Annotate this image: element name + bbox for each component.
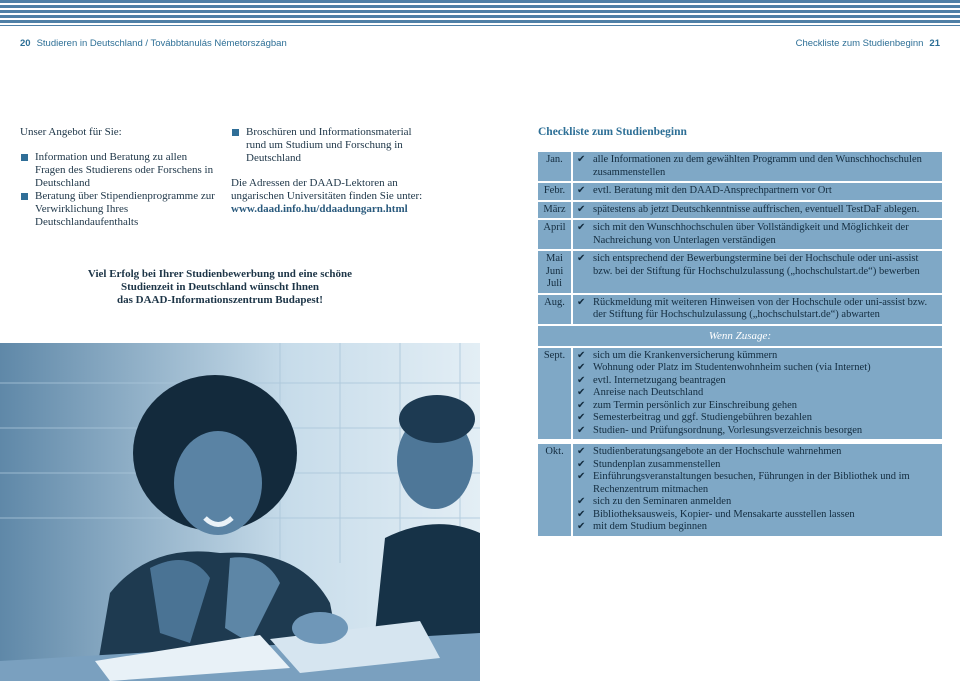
checklist-item [577,154,939,179]
checklist-row [538,295,942,324]
checkmark-icon: ✔ [577,458,586,470]
checklist-item-text: Studienberatungsangebote an der Hochschule wahrnehmen [593,446,842,457]
closing-line-1: Viel Erfolg bei Ihrer Studienbewerbung und eine schöne [87,268,353,280]
checkmark-icon: ✔ [577,412,586,423]
checklist-item [577,297,939,322]
offer-bullet-2: Beratung über Stipendienprogramme zur Verwirklichung Ihres Deutschlandaufenthalts [20,190,220,229]
checklist-row [538,183,942,200]
checklist-item-text: sich entsprechend der Bewerbungstermine bei der Hochschule oder uni-assist bzw. bei der Stiftung für Hochschulzulassung („hochschulstart.de“) bewerben [593,253,920,277]
checklist-row [538,220,942,249]
checkmark-icon: ✔ [577,203,586,215]
checklist-item [577,204,939,217]
daad-link[interactable]: www.daad.info.hu/ddaadungarn.html [231,203,408,215]
checklist-month: Jan. [538,152,571,181]
offer-column [20,126,220,229]
checkmark-icon: ✔ [577,446,586,457]
checklist-items [573,202,942,219]
checklist-item [577,471,939,496]
checklist-month: Sept. [538,348,571,440]
checkmark-icon: ✔ [577,387,586,398]
page-number-right: 21 [929,38,940,49]
checklist-item [577,425,939,438]
checkmark-icon: ✔ [577,154,586,165]
checklist-item-text: mit dem Studium beginnen [593,521,708,532]
header-stripes [0,0,960,26]
checklist-item-text: Stundenplan zusammenstellen [593,458,721,470]
addresses-text: Die Adressen der DAAD-Lektoren an ungarischen Universitäten finden Sie unter: [231,177,423,202]
checklist-table [538,152,942,538]
checklist-items [573,220,942,249]
checklist-item-text: sich um die Krankenversicherung kümmern [593,349,778,361]
checklist-item-text: zum Termin persönlich zur Einschreibung gehen [593,399,798,411]
checklist-items [573,251,942,293]
checklist-item-text: sich zu den Seminaren anmelden [593,496,732,507]
checkmark-icon: ✔ [577,362,586,373]
checklist-item-text: evtl. Beratung mit den DAAD-Ansprechpartnern vor Ort [593,185,832,196]
students-photo-illustration [0,343,480,681]
checklist-item [577,387,939,400]
checklist-item-text: Studien- und Prüfungsordnung, Vorlesungsverzeichnis besorgen [593,424,863,436]
checklist-month: Febr. [538,183,571,200]
checklist-item [577,400,939,413]
checklist-item-text: Bibliotheksausweis, Kopier- und Mensakarte ausstellen lassen [593,508,855,520]
checklist-items [573,183,942,200]
checkmark-icon: ✔ [577,508,586,520]
checklist-row [538,152,942,181]
students-photo [0,343,480,681]
closing-line-3: das DAAD-Informationszentrum Budapest! [117,294,323,306]
running-title-left: Studieren in Deutschland / Továbbtanulás Németországban [36,38,287,49]
wenn-zusage-label: Wenn Zusage: [538,326,942,346]
checkmark-icon: ✔ [577,222,586,233]
checklist-row [538,202,942,219]
checklist-item [577,350,939,363]
checklist-month: Mai Juni Juli [538,251,571,293]
checklist-item [577,496,939,509]
checklist-row [538,444,942,536]
checklist-item [577,509,939,522]
checklist-item [577,446,939,459]
checkmark-icon: ✔ [577,399,586,411]
checklist-month: März [538,202,571,219]
checklist-item [577,222,939,247]
checklist-item-text: spätestens ab jetzt Deutschkenntnisse auffrischen, eventuell TestDaF ablegen. [593,203,920,215]
offer-column-2 [231,126,431,216]
checkmark-icon: ✔ [577,496,586,507]
checklist-item [577,253,939,278]
checkmark-icon: ✔ [577,424,586,436]
checkmark-icon: ✔ [577,185,586,196]
checkmark-icon: ✔ [577,349,586,361]
checkmark-icon: ✔ [577,374,586,386]
checklist-items [573,444,942,536]
page-header-right [796,38,940,49]
checklist-items [573,295,942,324]
checklist-month: Okt. [538,444,571,536]
closing-message [70,268,370,307]
checkmark-icon: ✔ [577,521,586,532]
closing-line-2: Studienzeit in Deutschland wünscht Ihnen [120,281,320,293]
offer-bullet-3: Broschüren und Informationsmaterial rund um Studium und Forschung in Deutschland [231,126,431,165]
checkmark-icon: ✔ [577,296,586,308]
checklist-item [577,185,939,198]
checklist-item [577,521,939,534]
page-header-left [20,38,287,49]
checklist-item [577,375,939,388]
checklist-item-text: sich mit den Wunschhochschulen über Vollständigkeit und Möglichkeit der Nachreichung von Unterlagen verständigen [593,222,909,246]
checklist-item [577,362,939,375]
checklist-item-text: Semesterbeitrag und ggf. Studiengebühren bezahlen [593,412,812,423]
offer-intro: Unser Angebot für Sie: [20,126,122,138]
running-title-right: Checkliste zum Studienbeginn [795,38,924,49]
checklist-item-text: Einführungsveranstaltungen besuchen, Führungen in der Bibliothek und im Rechenzentrum mitmachen [593,471,910,495]
checklist-item [577,412,939,425]
checklist-item-text: alle Informationen zu dem gewählten Programm und den Wunschhochschulen zusammenstellen [593,154,922,178]
checklist-item-text: Wohnung oder Platz im Studentenwohnheim suchen (via Internet) [593,362,871,373]
checklist-row [538,348,942,440]
checklist-title: Checkliste zum Studienbeginn [538,126,687,138]
checklist-items [573,348,942,440]
checklist-month: Aug. [538,295,571,324]
page-number-left: 20 [20,38,31,49]
checklist-month: April [538,220,571,249]
checklist-item-text: Rückmeldung mit weiteren Hinweisen von der Hochschule oder uni-assist bzw. der Stiftung für Hochschulzulassung („hochschulstart.de“) abwarten [593,296,928,320]
checkmark-icon: ✔ [577,471,586,482]
checklist-items [573,152,942,181]
checklist-item-text: Anreise nach Deutschland [593,387,704,398]
checklist-row [538,251,942,293]
checklist-item-text: evtl. Internetzugang beantragen [593,374,726,386]
checkmark-icon: ✔ [577,253,586,264]
checklist-item [577,459,939,472]
offer-bullet-1: Information und Beratung zu allen Fragen des Studierens oder Forschens in Deutschland [20,151,220,190]
